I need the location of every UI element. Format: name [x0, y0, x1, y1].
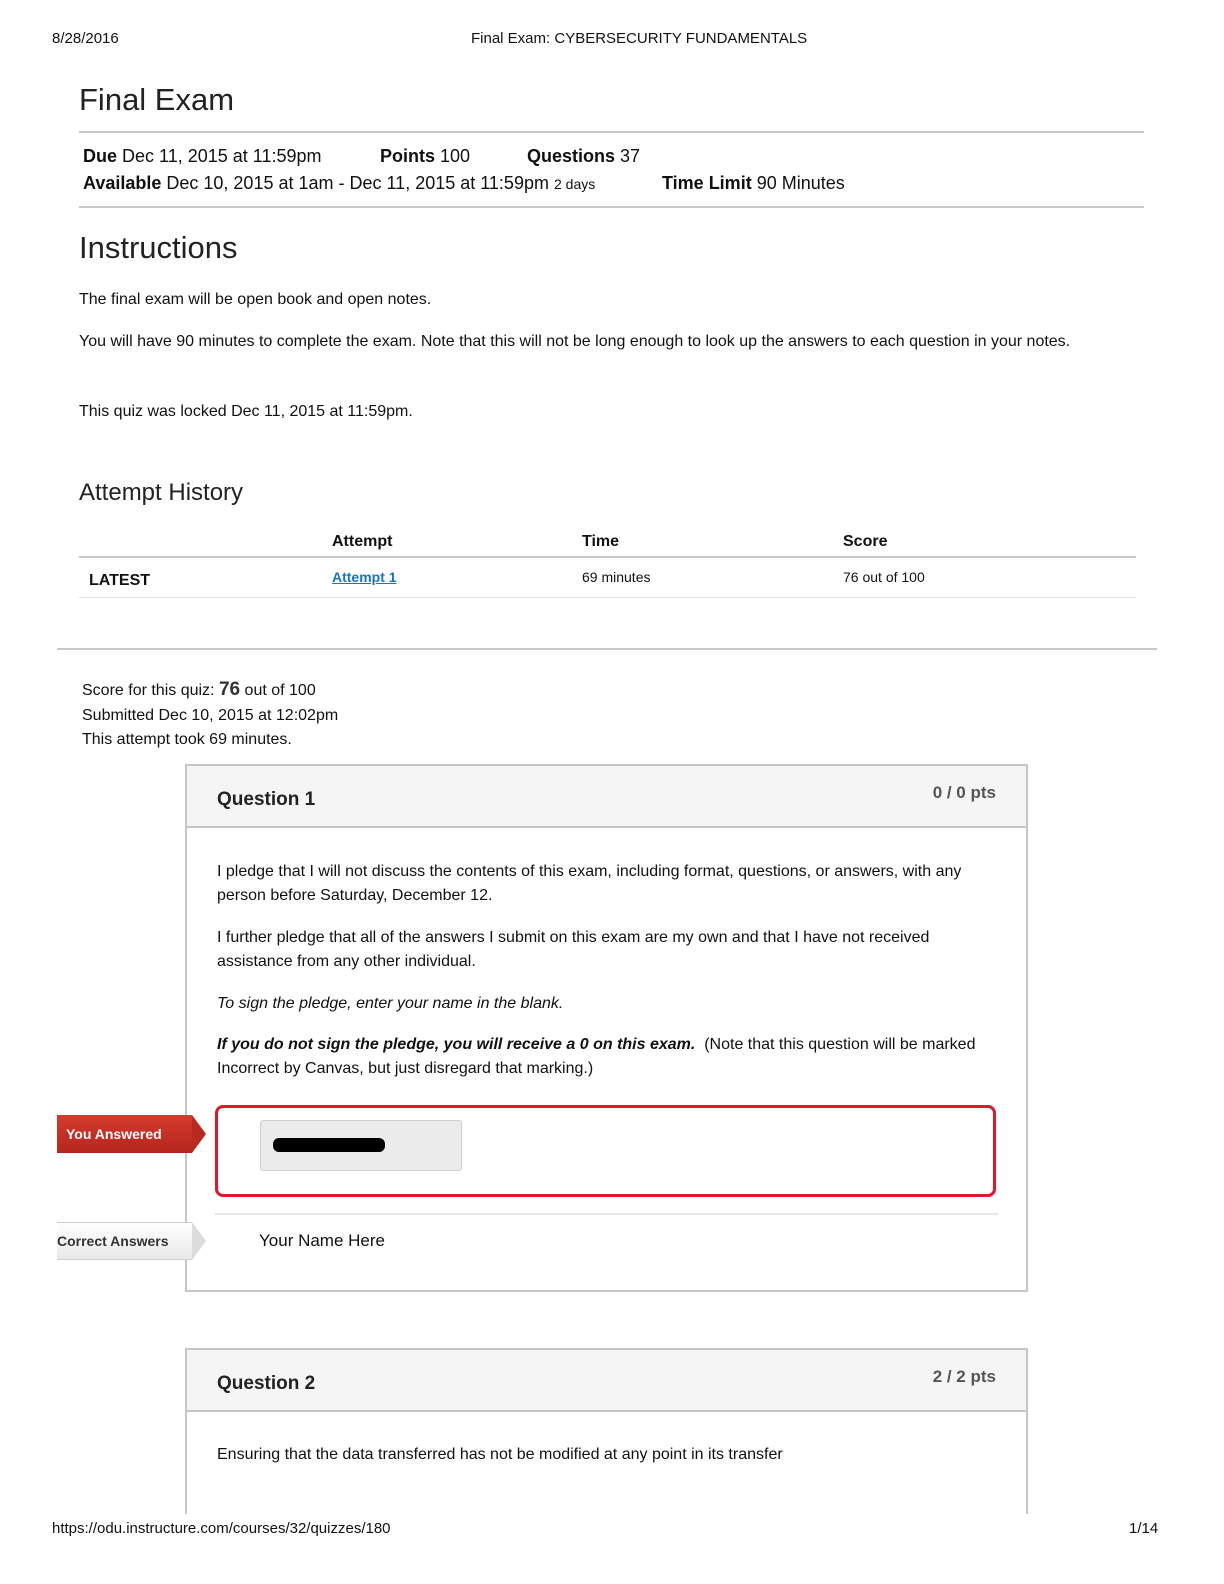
question-points: 0 / 0 pts: [932, 783, 996, 802]
divider: [79, 206, 1144, 208]
you-answered-label: You Answered: [66, 1126, 162, 1142]
score-value: 76: [218, 679, 241, 700]
column-header-score: Score: [843, 533, 888, 550]
question-text: [217, 1033, 1007, 1081]
questions-value: 37: [620, 146, 641, 166]
question-points: 2 / 2 pts: [932, 1367, 996, 1386]
column-header-time: Time: [582, 533, 620, 550]
question-title: Question 1: [217, 789, 316, 810]
instructions-text: You will have 90 minutes to complete the exam. Note that this will not be long enough to look up the answers to each question in your notes.: [79, 333, 1071, 350]
points-value: 100: [440, 146, 471, 166]
attempt-1-link[interactable]: Attempt 1: [332, 569, 397, 585]
available-duration: 2 days: [553, 176, 596, 192]
questions-label: Questions: [527, 146, 616, 166]
section-divider: [57, 648, 1157, 650]
correct-answers-tag: [57, 1222, 209, 1260]
question-title: Question 2: [217, 1373, 316, 1394]
page-title: Final Exam: [79, 82, 235, 117]
table-row-rule: [79, 597, 1136, 598]
question-text: I further pledge that all of the answers I submit on this exam are my own and that I have not received assistance from any other individual.: [217, 929, 930, 970]
correct-answer-value: Your Name Here: [259, 1231, 385, 1250]
due-label: Due: [83, 146, 118, 166]
time-limit-label: Time Limit: [662, 173, 752, 193]
page-number: 1/14: [1129, 1520, 1159, 1537]
available-value: Dec 10, 2015 at 1am - Dec 11, 2015 at 11:59pm: [166, 173, 549, 193]
score-suffix: out of 100: [244, 682, 316, 699]
pledge-note: (Note that this question will be marked Incorrect by Canvas, but just disregard that marking.): [217, 1036, 976, 1077]
time-limit-field: [662, 173, 845, 194]
points-label: Points: [380, 146, 436, 166]
attempt-duration-text: This attempt took 69 minutes.: [82, 731, 292, 748]
print-url: https://odu.instructure.com/courses/32/quizzes/180: [52, 1520, 391, 1537]
pledge-warning: If you do not sign the pledge, you will receive a 0 on this exam.: [217, 1036, 696, 1053]
locked-notice: This quiz was locked Dec 11, 2015 at 11:59pm.: [79, 403, 413, 420]
quiz-score: [82, 679, 316, 701]
correct-answers-label: Correct Answers: [57, 1233, 169, 1249]
question-header: [187, 766, 1026, 828]
submitted-text: Submitted Dec 10, 2015 at 12:02pm: [82, 707, 339, 724]
divider: [79, 131, 1144, 133]
points-field: [380, 146, 470, 167]
time-limit-value: 90 Minutes: [756, 173, 845, 193]
attempt-history-heading: Attempt History: [79, 479, 244, 506]
table-header-rule: [79, 556, 1136, 558]
due-value: Dec 11, 2015 at 11:59pm: [122, 146, 322, 166]
redaction-mark: [273, 1138, 385, 1152]
print-title: Final Exam: CYBERSECURITY FUNDAMENTALS: [471, 30, 808, 47]
question-2-card: [185, 1348, 1028, 1514]
due-field: [83, 146, 322, 167]
divider: [215, 1213, 998, 1215]
latest-tag: LATEST: [89, 572, 151, 589]
question-text: I pledge that I will not discuss the contents of this exam, including format, questions, or answers, with any person before Saturday, December 12.: [217, 863, 962, 904]
attempt-time: 69 minutes: [582, 569, 651, 585]
question-text: To sign the pledge, enter your name in the blank.: [217, 995, 564, 1012]
question-header: [187, 1350, 1026, 1412]
available-label: Available: [83, 173, 162, 193]
attempt-score: 76 out of 100: [843, 569, 925, 585]
question-text: Ensuring that the data transferred has not be modified at any point in its transfer: [217, 1446, 783, 1463]
column-header-attempt: Attempt: [332, 533, 393, 550]
you-answered-tag: [57, 1115, 210, 1153]
available-field: [83, 173, 595, 194]
instructions-heading: Instructions: [79, 230, 238, 265]
print-date: 8/28/2016: [52, 30, 119, 47]
instructions-text: The final exam will be open book and open notes.: [79, 291, 432, 308]
questions-field: [527, 146, 640, 167]
score-prefix: Score for this quiz:: [82, 682, 215, 699]
